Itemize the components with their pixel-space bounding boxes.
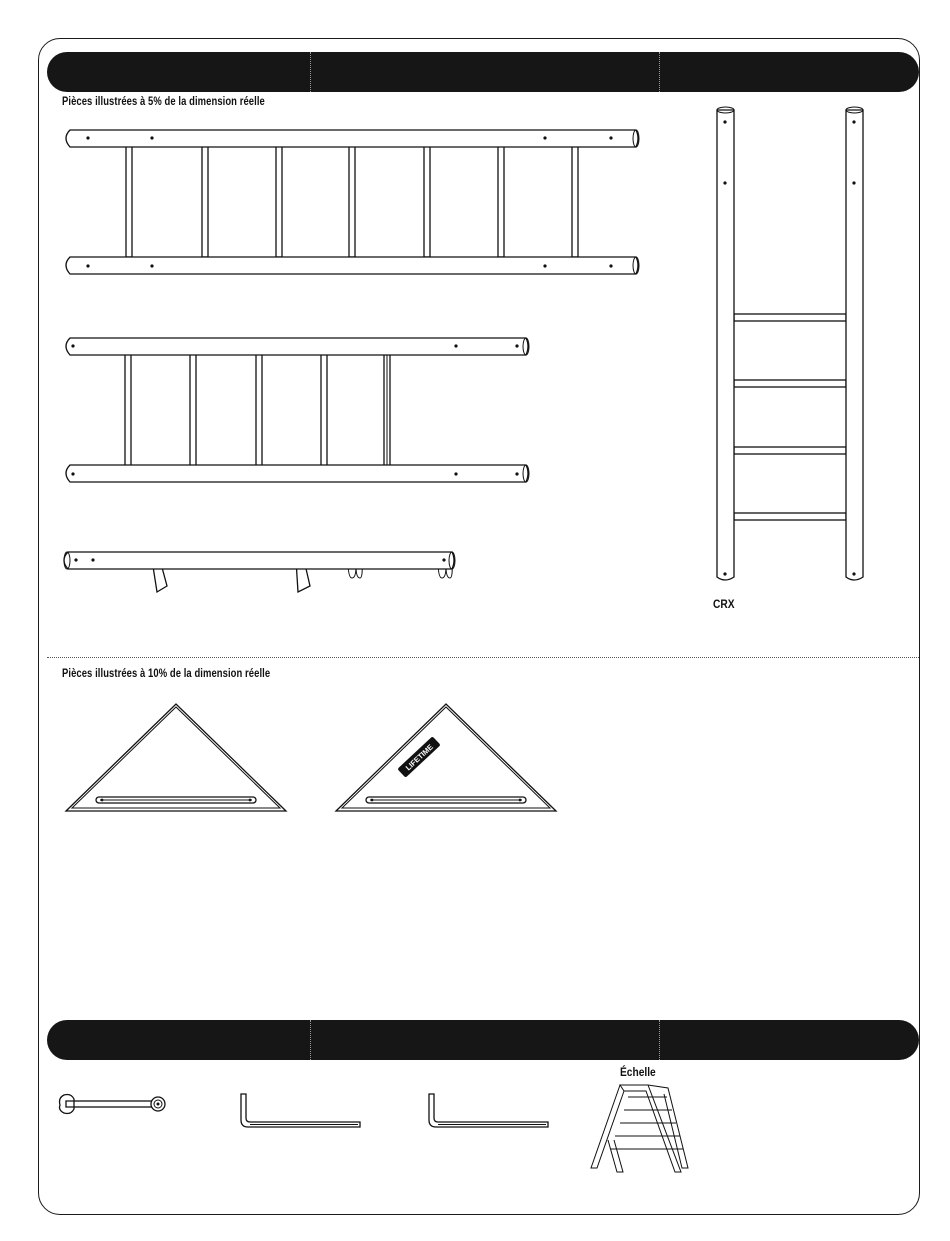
gusset-plate-part <box>66 704 286 811</box>
scale-5-caption: Pièces illustrées à 5% de la dimension réelle <box>62 96 265 108</box>
ladder-tool-label: Échelle <box>620 1065 656 1079</box>
svg-text:LIFETIME: LIFETIME <box>403 742 435 773</box>
allen-key-icon <box>241 1094 360 1127</box>
large-ladder-part <box>66 130 639 274</box>
wrench-icon <box>60 1095 166 1114</box>
medium-ladder-part <box>66 338 529 482</box>
allen-key-icon <box>429 1094 548 1127</box>
scale-10-caption: Pièces illustrées à 10% de la dimension réelle <box>62 668 271 680</box>
crx-part-label: CRX <box>713 597 735 611</box>
crx-side-ladder-part <box>717 107 863 580</box>
step-ladder-icon <box>591 1085 688 1172</box>
crossbar-part <box>64 552 455 592</box>
gusset-plate-logo-part <box>336 704 556 811</box>
